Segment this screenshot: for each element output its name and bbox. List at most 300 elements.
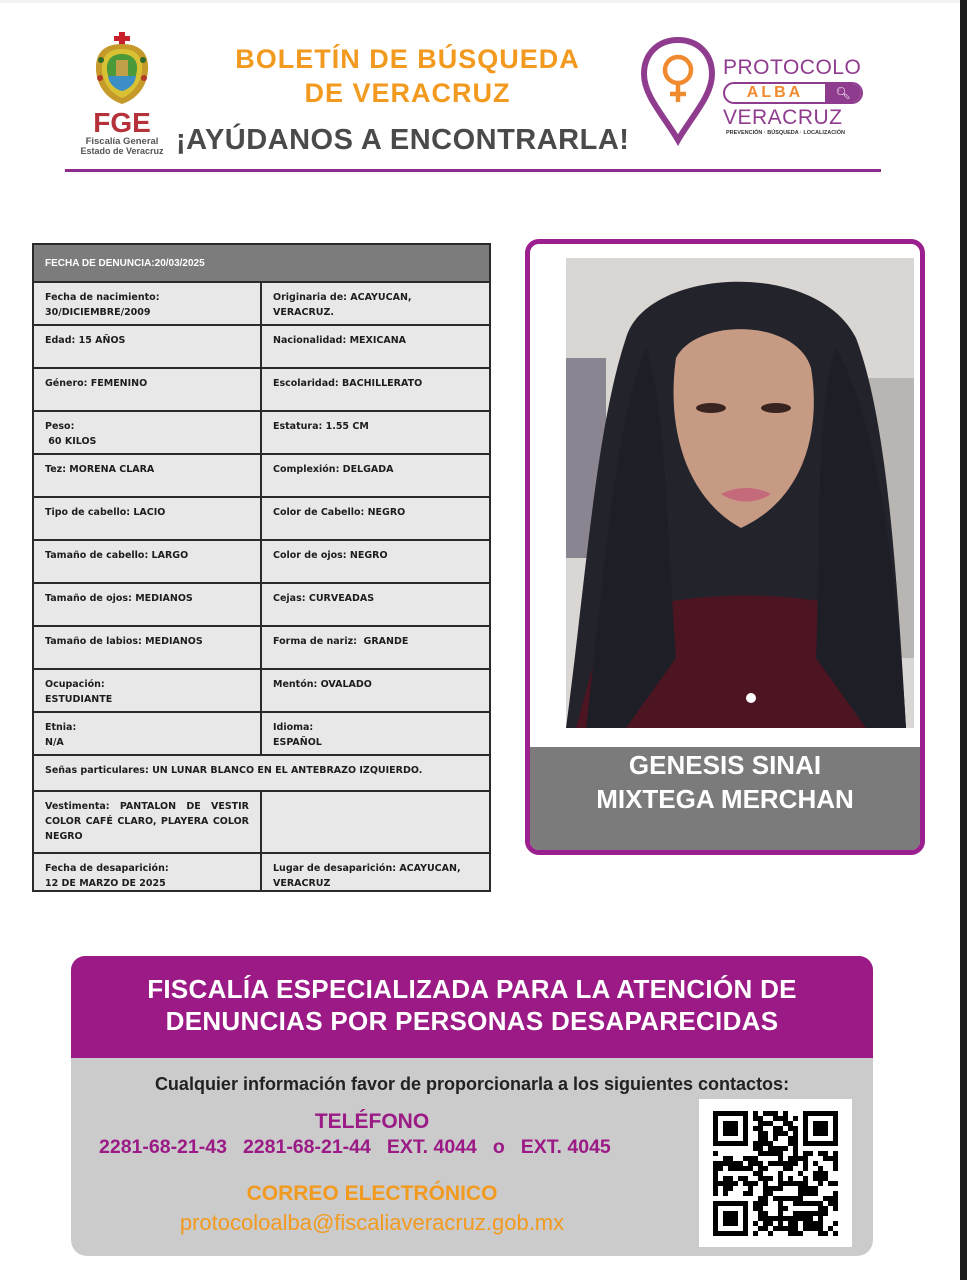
fiscalia-line1: FISCALÍA ESPECIALIZADA PARA LA ATENCIÓN DE	[147, 974, 797, 1004]
qr-module	[783, 1131, 788, 1136]
cell-line: Tamaño de cabello: LARGO	[45, 550, 189, 561]
qr-module	[793, 1181, 798, 1186]
qr-module	[793, 1116, 798, 1121]
table-cell-left	[34, 670, 262, 711]
qr-module	[758, 1226, 763, 1231]
qr-module	[773, 1116, 778, 1121]
table-cell-left	[34, 584, 262, 625]
table-cell-left	[34, 455, 262, 496]
qr-module	[723, 1181, 728, 1186]
qr-module	[778, 1176, 783, 1181]
qr-module	[763, 1176, 768, 1181]
qr-module	[743, 1181, 748, 1186]
table-header-row	[34, 245, 489, 281]
qr-module	[818, 1211, 823, 1216]
qr-module	[733, 1161, 738, 1166]
fiscalia-banner	[71, 956, 873, 1058]
page-top-edge	[0, 0, 960, 3]
qr-module	[778, 1186, 783, 1191]
qr-module	[828, 1201, 833, 1206]
qr-module	[748, 1181, 753, 1186]
qr-module	[828, 1226, 833, 1231]
cell-line: Peso:	[45, 421, 75, 432]
cell-line: Tamaño de ojos: MEDIANOS	[45, 593, 193, 604]
qr-module	[828, 1181, 833, 1186]
person-name-line1: GENESIS SINAI	[628, 750, 822, 780]
qr-module	[778, 1161, 783, 1166]
qr-module	[818, 1231, 823, 1236]
qr-module	[733, 1166, 738, 1171]
qr-module	[818, 1221, 823, 1226]
table-row-desaparicion	[34, 852, 489, 890]
qr-module	[723, 1161, 728, 1166]
qr-module	[818, 1171, 823, 1176]
qr-module	[803, 1201, 808, 1206]
email-label: CORREO ELECTRÓNICO	[246, 1182, 498, 1205]
qr-module	[813, 1161, 818, 1166]
qr-module	[788, 1181, 793, 1186]
qr-module	[778, 1196, 783, 1201]
table-row	[34, 539, 489, 582]
cell-line: Fecha de nacimiento:	[45, 292, 160, 303]
qr-module	[753, 1171, 758, 1176]
qr-module	[803, 1216, 808, 1221]
table-cell-left	[34, 627, 262, 668]
qr-module	[813, 1221, 818, 1226]
cell-line: VERACRUZ	[273, 878, 331, 889]
qr-module	[763, 1166, 768, 1171]
qr-module	[798, 1201, 803, 1206]
qr-module	[723, 1186, 728, 1191]
qr-module	[748, 1166, 753, 1171]
cell-line: Edad: 15 AÑOS	[45, 335, 126, 346]
cell-line: Color de Cabello: NEGRO	[273, 507, 406, 518]
qr-module	[793, 1226, 798, 1231]
qr-module	[778, 1131, 783, 1136]
qr-module	[788, 1126, 793, 1131]
cell-line: Lugar de desaparición: ACAYUCAN,	[273, 863, 461, 874]
table-cell-right	[262, 455, 489, 496]
cell-line: Cejas: CURVEADAS	[273, 593, 375, 604]
qr-module	[778, 1171, 783, 1176]
qr-module	[788, 1136, 793, 1141]
vestimenta: Vestimenta: PANTALON DE VESTIR COLOR CAFÉ CLARO, PLAYERA COLOR NEGRO	[34, 792, 262, 852]
table-cell-left	[34, 541, 262, 582]
table-cell-right	[262, 541, 489, 582]
qr-module	[713, 1176, 718, 1181]
contact-lead: Cualquier información favor de proporcionarla a los siguientes contactos:	[154, 1074, 790, 1094]
qr-module	[753, 1201, 758, 1206]
cell-line: Tipo de cabello: LACIO	[45, 507, 166, 518]
qr-module	[768, 1151, 773, 1156]
qr-module	[793, 1131, 798, 1136]
table-row	[34, 281, 489, 324]
qr-module	[818, 1151, 823, 1156]
qr-module	[753, 1146, 758, 1151]
fge-logo	[72, 32, 172, 157]
qr-module	[713, 1151, 718, 1156]
cell-line: Estatura: 1.55 CM	[273, 421, 369, 432]
qr-module	[718, 1181, 723, 1186]
qr-module	[753, 1161, 758, 1166]
cell-line: Color de ojos: NEGRO	[273, 550, 388, 561]
qr-module	[743, 1166, 748, 1171]
qr-module	[808, 1216, 813, 1221]
qr-module	[773, 1226, 778, 1231]
table-cell-right	[262, 584, 489, 625]
qr-module	[778, 1151, 783, 1156]
cell-line: Tez: MORENA CLARA	[45, 464, 155, 475]
qr-module	[788, 1231, 793, 1236]
table-row-vestimenta	[34, 790, 489, 852]
qr-module	[763, 1191, 768, 1196]
cell-line: 30/DICIEMBRE/2009	[45, 307, 151, 318]
cell-line: VERACRUZ.	[273, 307, 335, 318]
cell-line: Escolaridad: BACHILLERATO	[273, 378, 423, 389]
qr-module	[828, 1156, 833, 1161]
bulletin-title-line2: DE VERACRUZ	[304, 78, 511, 108]
qr-module	[728, 1181, 733, 1186]
qr-module	[783, 1121, 788, 1126]
qr-module	[773, 1131, 778, 1136]
cell-line: 12 DE MARZO DE 2025	[45, 878, 166, 889]
qr-module	[803, 1186, 808, 1191]
qr-module	[823, 1211, 828, 1216]
qr-module	[753, 1231, 758, 1236]
cell-line: Idioma:	[273, 722, 314, 733]
phone-label: TELÉFONO	[314, 1110, 430, 1133]
qr-module	[763, 1121, 768, 1126]
qr-module	[758, 1161, 763, 1166]
email-link[interactable]: protocoloalba@fiscaliaveracruz.gob.mx	[179, 1210, 565, 1235]
phone-ext-2: EXT. 4045	[520, 1136, 611, 1158]
qr-module	[833, 1206, 838, 1211]
qr-module	[778, 1116, 783, 1121]
qr-module	[818, 1206, 823, 1211]
cell-line: Nacionalidad: MEXICANA	[273, 335, 407, 346]
cell-line: ESTUDIANTE	[45, 694, 113, 705]
qr-module	[758, 1146, 763, 1151]
alba-logo-bar	[723, 82, 863, 104]
qr-module	[763, 1111, 768, 1116]
qr-module	[833, 1201, 838, 1206]
qr-module	[733, 1181, 738, 1186]
qr-module	[753, 1221, 758, 1226]
qr-module	[833, 1191, 838, 1196]
cell-line: Mentón: OVALADO	[273, 679, 372, 690]
qr-module	[748, 1186, 753, 1191]
qr-module	[718, 1166, 723, 1171]
qr-module	[823, 1176, 828, 1181]
qr-module	[798, 1156, 803, 1161]
qr-module	[798, 1191, 803, 1196]
qr-module	[793, 1221, 798, 1226]
qr-module	[833, 1166, 838, 1171]
qr-module	[803, 1151, 808, 1156]
qr-module	[753, 1126, 758, 1131]
qr-module	[833, 1181, 838, 1186]
table-row	[34, 324, 489, 367]
qr-module	[808, 1151, 813, 1156]
qr-module	[808, 1221, 813, 1226]
qr-module	[773, 1111, 778, 1116]
qr-module	[788, 1176, 793, 1181]
qr-module	[763, 1141, 768, 1146]
qr-module	[783, 1166, 788, 1171]
qr-module	[783, 1161, 788, 1166]
qr-module	[768, 1111, 773, 1116]
qr-module	[713, 1166, 718, 1171]
qr-module	[798, 1196, 803, 1201]
qr-module	[818, 1166, 823, 1171]
qr-module	[833, 1221, 838, 1226]
qr-module	[758, 1206, 763, 1211]
table-row	[34, 582, 489, 625]
qr-module	[768, 1161, 773, 1166]
qr-module	[783, 1111, 788, 1116]
qr-module	[728, 1161, 733, 1166]
qr-module	[793, 1231, 798, 1236]
qr-module	[813, 1201, 818, 1206]
table-row	[34, 711, 489, 754]
qr-module	[773, 1126, 778, 1131]
table-row	[34, 410, 489, 453]
viewer-edge-strip	[960, 0, 967, 1280]
veracruz-coat-of-arms-icon	[91, 32, 153, 108]
qr-module	[768, 1191, 773, 1196]
qr-module	[803, 1191, 808, 1196]
table-cell-left	[34, 713, 262, 754]
qr-module	[758, 1116, 763, 1121]
qr-module	[768, 1176, 773, 1181]
qr-module	[743, 1156, 748, 1161]
fge-logo-text: FGE	[93, 107, 151, 138]
qr-finder	[723, 1121, 738, 1136]
qr-module	[763, 1131, 768, 1136]
qr-module	[798, 1181, 803, 1186]
qr-module	[763, 1151, 768, 1156]
qr-module	[773, 1136, 778, 1141]
qr-module	[728, 1186, 733, 1191]
qr-module	[808, 1226, 813, 1231]
qr-module	[713, 1171, 718, 1176]
qr-module	[793, 1201, 798, 1206]
missing-person-card	[525, 239, 925, 855]
table-row	[34, 496, 489, 539]
qr-module	[723, 1191, 728, 1196]
cell-line: Género: FEMENINO	[45, 378, 148, 389]
person-info-table	[32, 243, 491, 892]
senas-particulares: Señas particulares: UN LUNAR BLANCO EN EL ANTEBRAZO IZQUIERDO.	[45, 765, 423, 776]
bulletin-title-line1: BOLETÍN DE BÚSQUEDA	[235, 44, 580, 74]
qr-module	[788, 1166, 793, 1171]
qr-module	[758, 1176, 763, 1181]
qr-module	[768, 1186, 773, 1191]
qr-module	[793, 1146, 798, 1151]
qr-module	[833, 1196, 838, 1201]
qr-module	[823, 1171, 828, 1176]
qr-module	[788, 1121, 793, 1126]
empty-cell	[262, 792, 489, 852]
qr-module	[763, 1201, 768, 1206]
phone-or: o	[492, 1136, 505, 1158]
qr-module	[768, 1216, 773, 1221]
qr-module	[753, 1141, 758, 1146]
qr-module	[828, 1196, 833, 1201]
qr-module	[803, 1166, 808, 1171]
table-cell-left	[34, 283, 262, 324]
qr-module	[763, 1196, 768, 1201]
qr-module	[823, 1151, 828, 1156]
qr-module	[723, 1156, 728, 1161]
phone-ext-1: EXT. 4044	[386, 1136, 477, 1158]
qr-module	[808, 1211, 813, 1216]
qr-module	[808, 1191, 813, 1196]
qr-module	[818, 1181, 823, 1186]
qr-module	[783, 1206, 788, 1211]
qr-module	[773, 1146, 778, 1151]
qr-module	[793, 1156, 798, 1161]
qr-module	[778, 1156, 783, 1161]
alba-logo-alba: ALBA	[746, 84, 804, 101]
qr-module	[798, 1211, 803, 1216]
report-date: FECHA DE DENUNCIA:20/03/2025	[45, 257, 205, 269]
qr-module	[788, 1196, 793, 1201]
qr-module	[783, 1196, 788, 1201]
table-row	[34, 668, 489, 711]
qr-module	[798, 1231, 803, 1236]
qr-module	[728, 1176, 733, 1181]
qr-module	[793, 1161, 798, 1166]
qr-module	[758, 1151, 763, 1156]
qr-module	[763, 1136, 768, 1141]
qr-module	[823, 1196, 828, 1201]
qr-code-icon[interactable]	[699, 1099, 852, 1247]
qr-module	[748, 1191, 753, 1196]
qr-module	[758, 1216, 763, 1221]
qr-module	[808, 1186, 813, 1191]
bulletin-subtitle: ¡AYÚDANOS A ENCONTRARLA!	[176, 124, 630, 156]
qr-module	[803, 1161, 808, 1166]
qr-module	[803, 1226, 808, 1231]
qr-module	[793, 1196, 798, 1201]
qr-module	[813, 1211, 818, 1216]
qr-module	[723, 1176, 728, 1181]
qr-module	[788, 1156, 793, 1161]
qr-module	[778, 1206, 783, 1211]
qr-module	[803, 1156, 808, 1161]
cell-line: Forma de nariz: GRANDE	[273, 636, 409, 647]
qr-module	[743, 1176, 748, 1181]
qr-module	[803, 1211, 808, 1216]
table-cell-left	[34, 412, 262, 453]
cell-line: Fecha de desaparición:	[45, 863, 169, 874]
qr-module	[778, 1126, 783, 1131]
qr-module	[798, 1171, 803, 1176]
fecha-desaparicion	[34, 854, 262, 890]
qr-module	[788, 1226, 793, 1231]
qr-module	[793, 1151, 798, 1156]
fge-logo-line2: Estado de Veracruz	[80, 146, 164, 156]
protocolo-alba-logo	[640, 36, 875, 146]
qr-module	[768, 1141, 773, 1146]
phone-number-2[interactable]: 2281-68-21-44	[242, 1136, 371, 1158]
qr-module	[813, 1191, 818, 1196]
qr-module	[753, 1111, 758, 1116]
lugar-desaparicion	[262, 854, 489, 890]
qr-module	[818, 1176, 823, 1181]
qr-module	[778, 1216, 783, 1221]
qr-module	[713, 1161, 718, 1166]
qr-module	[818, 1216, 823, 1221]
table-cell-right	[262, 713, 489, 754]
table-cell-right	[262, 412, 489, 453]
table-row	[34, 367, 489, 410]
table-cell-right	[262, 498, 489, 539]
qr-module	[798, 1216, 803, 1221]
qr-module	[768, 1121, 773, 1126]
qr-module	[803, 1221, 808, 1226]
qr-module	[788, 1216, 793, 1221]
cell-line: Etnia:	[45, 722, 77, 733]
qr-module	[813, 1176, 818, 1181]
qr-module	[763, 1221, 768, 1226]
table-cell-right	[262, 326, 489, 367]
qr-module	[833, 1151, 838, 1156]
qr-module	[813, 1226, 818, 1231]
qr-module	[778, 1201, 783, 1206]
qr-module	[818, 1226, 823, 1231]
qr-module	[758, 1136, 763, 1141]
qr-module	[813, 1171, 818, 1176]
qr-module	[788, 1161, 793, 1166]
qr-module	[778, 1181, 783, 1186]
cell-line: ESPAÑOL	[273, 737, 322, 748]
qr-module	[758, 1126, 763, 1131]
qr-module	[773, 1196, 778, 1201]
qr-module	[793, 1141, 798, 1146]
table-cell-left	[34, 498, 262, 539]
table-cell-right	[262, 670, 489, 711]
qr-module	[793, 1136, 798, 1141]
table-row	[34, 625, 489, 668]
qr-module	[758, 1211, 763, 1216]
cell-line: 60 KILOS	[45, 436, 97, 447]
qr-module	[793, 1211, 798, 1216]
qr-module	[738, 1166, 743, 1171]
cell-line: N/A	[45, 737, 64, 748]
qr-module	[748, 1156, 753, 1161]
qr-module	[758, 1121, 763, 1126]
qr-module	[728, 1156, 733, 1161]
qr-module	[773, 1186, 778, 1191]
table-cell-left	[34, 369, 262, 410]
qr-module	[758, 1171, 763, 1176]
qr-module	[768, 1221, 773, 1226]
fge-logo-line1: Fiscalía General	[85, 136, 159, 147]
cell-line: Ocupación:	[45, 679, 105, 690]
qr-module	[813, 1186, 818, 1191]
qr-finder	[723, 1211, 738, 1226]
search-icon: 🔍︎	[825, 84, 861, 102]
location-pin-female-icon	[640, 36, 716, 146]
table-cell-right	[262, 627, 489, 668]
qr-finder	[813, 1121, 828, 1136]
qr-module	[778, 1221, 783, 1226]
phone-number-1[interactable]: 2281-68-21-43	[99, 1136, 227, 1158]
qr-module	[803, 1176, 808, 1181]
contact-box	[71, 1058, 873, 1256]
